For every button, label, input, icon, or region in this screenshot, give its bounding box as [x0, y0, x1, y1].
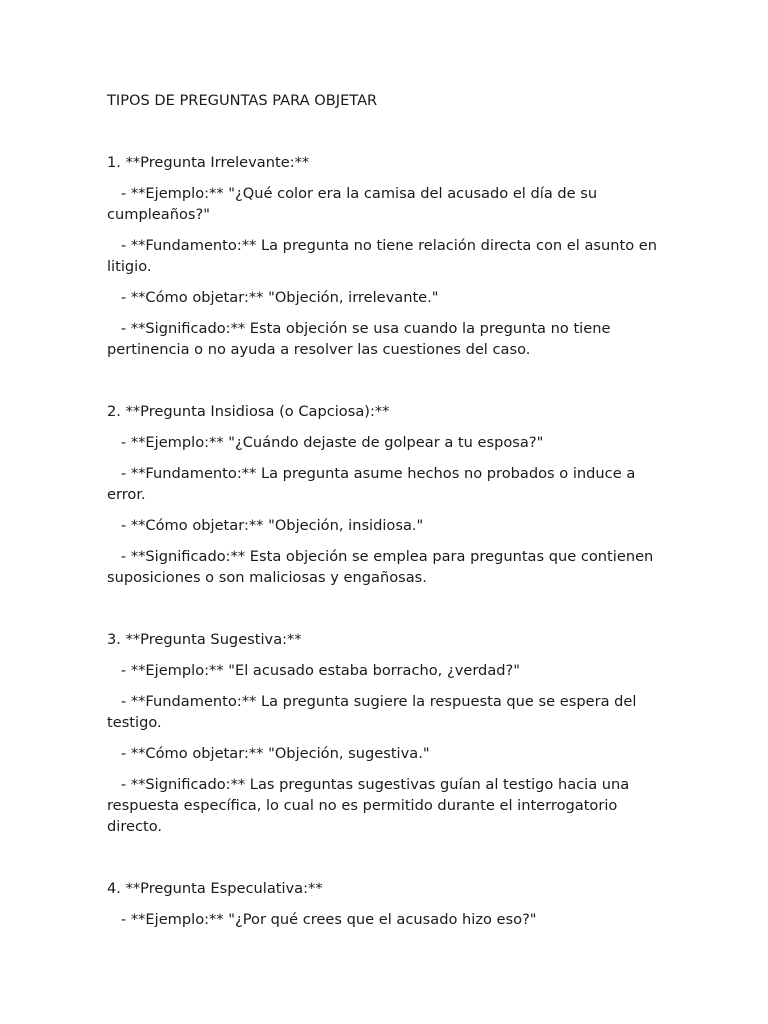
- section-heading: 2. **Pregunta Insidiosa (o Capciosa):**: [107, 403, 390, 420]
- item-significado: - **Significado:** Esta objeción se emplea para preguntas que contienen suposiciones o son maliciosas y engañosas.: [107, 548, 658, 586]
- section-heading: 1. **Pregunta Irrelevante:**: [107, 154, 310, 171]
- section-heading: 3. **Pregunta Sugestiva:**: [107, 631, 302, 648]
- item-ejemplo: - **Ejemplo:** "¿Por qué crees que el acusado hizo eso?": [107, 911, 537, 928]
- section-irrelevante: [107, 152, 667, 360]
- item-fundamento: - **Fundamento:** La pregunta no tiene relación directa con el asunto en litigio.: [107, 237, 662, 275]
- document-page: [107, 90, 667, 971]
- item-ejemplo: - **Ejemplo:** "¿Cuándo dejaste de golpear a tu esposa?": [107, 434, 544, 451]
- section-heading: 4. **Pregunta Especulativa:**: [107, 880, 323, 897]
- item-significado: - **Significado:** Esta objeción se usa cuando la pregunta no tiene pertinencia o no ayuda a resolver las cuestiones del caso.: [107, 320, 616, 358]
- section-insidiosa: [107, 401, 667, 588]
- document-title: TIPOS DE PREGUNTAS PARA OBJETAR: [107, 92, 378, 109]
- section-especulativa: [107, 878, 667, 930]
- item-como-objetar: - **Cómo objetar:** "Objeción, irrelevante.": [107, 289, 439, 306]
- item-como-objetar: - **Cómo objetar:** "Objeción, insidiosa.": [107, 517, 424, 534]
- item-ejemplo: - **Ejemplo:** "¿Qué color era la camisa del acusado el día de su cumpleaños?": [107, 185, 602, 223]
- item-fundamento: - **Fundamento:** La pregunta sugiere la respuesta que se espera del testigo.: [107, 693, 642, 731]
- item-significado: - **Significado:** Las preguntas sugestivas guían al testigo hacia una respuesta específica, lo cual no es permitido durante el interrogatorio directo.: [107, 776, 634, 835]
- section-sugestiva: [107, 629, 667, 837]
- item-fundamento: - **Fundamento:** La pregunta asume hechos no probados o induce a error.: [107, 465, 640, 503]
- item-como-objetar: - **Cómo objetar:** "Objeción, sugestiva.": [107, 745, 430, 762]
- item-ejemplo: - **Ejemplo:** "El acusado estaba borracho, ¿verdad?": [107, 662, 520, 679]
